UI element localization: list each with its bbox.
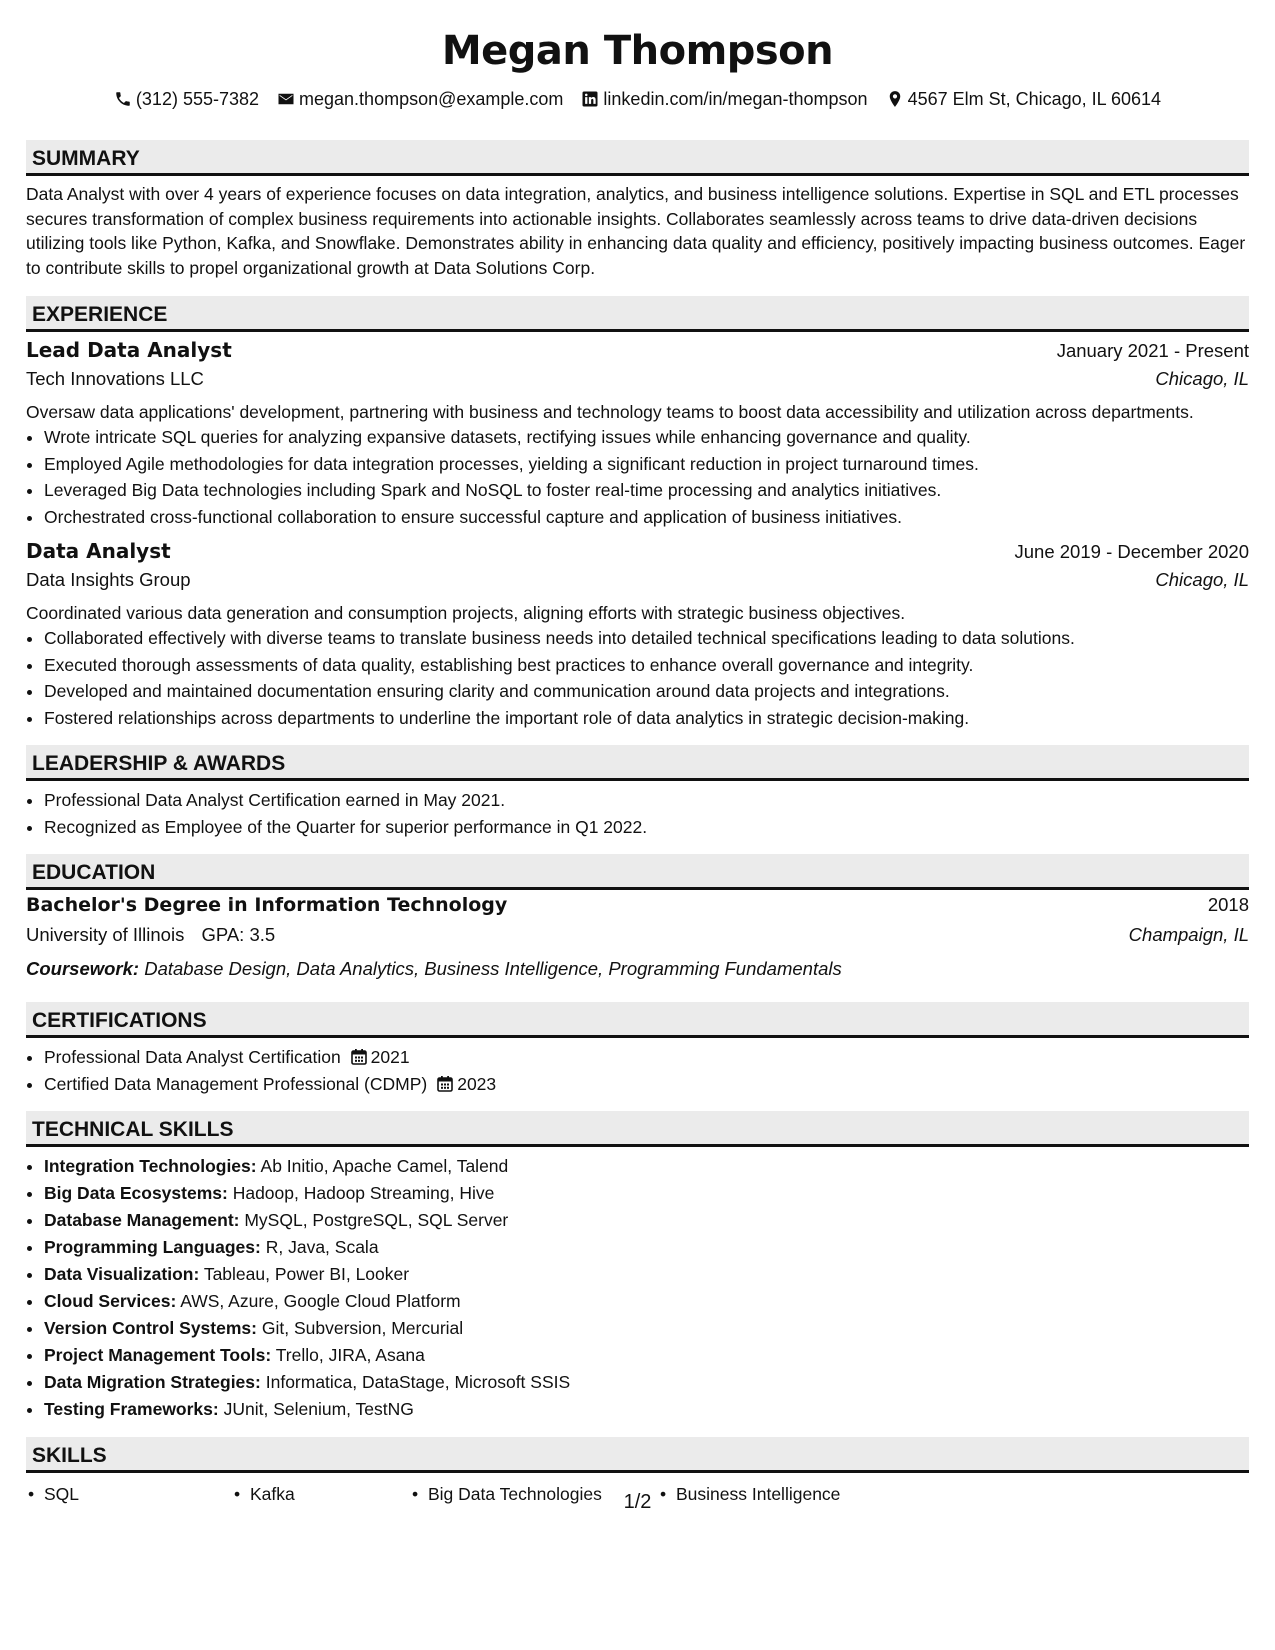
contact-address	[886, 86, 1162, 112]
list-item	[44, 1261, 1249, 1288]
email-text: megan.thompson@example.com	[299, 89, 564, 109]
section-header-technical-skills: TECHNICAL SKILLS	[26, 1111, 1249, 1147]
section-header-certifications: CERTIFICATIONS	[26, 1002, 1249, 1038]
certification-name: Professional Data Analyst Certification	[44, 1047, 341, 1068]
job-dates: January 2021 - Present	[1056, 340, 1249, 362]
envelope-icon	[277, 90, 295, 108]
skill-category: Big Data Ecosystems:	[44, 1183, 228, 1204]
skill-values: Informatica, DataStage, Microsoft SSIS	[265, 1372, 571, 1393]
section-header-skills: SKILLS	[26, 1437, 1249, 1473]
job-summary: Coordinated various data generation and consumption projects, aligning efforts with strategic business objectives.	[26, 603, 906, 624]
leadership-list	[26, 787, 1249, 840]
linkedin-text: linkedin.com/in/megan-thompson	[603, 89, 868, 109]
section-header-leadership: LEADERSHIP & AWARDS	[26, 745, 1249, 781]
skill-category: Data Migration Strategies:	[44, 1372, 261, 1393]
list-item: • Developed and maintained documentation ensuring clarity and communication around data projects and integrations.	[44, 678, 1249, 705]
coursework-label: Coursework:	[26, 958, 140, 980]
skill-values: MySQL, PostgreSQL, SQL Server	[244, 1210, 509, 1231]
job-bullets	[26, 424, 1249, 530]
coursework-list: Database Design, Data Analytics, Business Intelligence, Programming Fundamentals	[144, 958, 842, 980]
skill-category: Integration Technologies:	[44, 1156, 257, 1177]
list-item: • Orchestrated cross-functional collaboration to ensure successful capture and application of business initiatives.	[44, 504, 1249, 531]
list-item: • Employed Agile methodologies for data integration processes, yielding a significant reduction in project turnaround times.	[44, 451, 1249, 478]
list-item: • Wrote intricate SQL queries for analyzing expansive datasets, rectifying issues while enhancing governance and quality.	[44, 424, 1249, 451]
job-title: Data Analyst	[26, 539, 171, 564]
list-item	[44, 1071, 1249, 1098]
education-entry	[26, 894, 1249, 984]
candidate-name: Megan Thompson	[441, 28, 834, 74]
skill-values: R, Java, Scala	[265, 1237, 379, 1258]
phone-text: (312) 555-7382	[135, 89, 260, 109]
contact-email[interactable]	[277, 86, 563, 112]
list-item: • Collaborated effectively with diverse teams to translate business needs into detailed technical specifications leading to data solutions.	[44, 625, 1249, 652]
list-item	[44, 1180, 1249, 1207]
skill-values: AWS, Azure, Google Cloud Platform	[180, 1291, 461, 1312]
list-item	[44, 1369, 1249, 1396]
list-item: • Fostered relationships across departments to underline the important role of data analytics in strategic decision-making.	[44, 705, 1249, 732]
list-item	[44, 1153, 1249, 1180]
list-item	[44, 1234, 1249, 1261]
map-marker-icon	[886, 90, 904, 108]
degree-title: Bachelor's Degree in Information Technology	[26, 894, 508, 917]
job-dates: June 2019 - December 2020	[1014, 541, 1249, 563]
job-location: Chicago, IL	[1155, 368, 1249, 390]
job-location: Chicago, IL	[1155, 569, 1249, 591]
summary-text: Data Analyst with over 4 years of experience focuses on data integration, analytics, and business intelligence solutions. Expertise in SQL and ETL processes secures transformation of complex business requirements into actionable insights. Collaborates seamlessly across teams to drive data-driven decisions utilizing tools like Python, Kafka, and Snowflake. Demonstrates ability in enhancing data quality and efficiency, positively impacting business outcomes. Eager to contribute skills to propel organizational growth at Data Solutions Corp.	[26, 184, 1246, 278]
phone-icon	[114, 90, 132, 108]
calendar-icon	[351, 1048, 367, 1065]
job-entry	[26, 338, 1249, 530]
section-header-education: EDUCATION	[26, 854, 1249, 890]
skill-item: • Big Data Technologies	[410, 1481, 658, 1507]
school-name: University of Illinois	[26, 924, 185, 946]
skill-category: Database Management:	[44, 1210, 240, 1231]
certification-name: Certified Data Management Professional (CDMP)	[44, 1073, 428, 1094]
list-item: • Professional Data Analyst Certification earned in May 2021.	[44, 787, 1249, 814]
linkedin-icon	[581, 90, 599, 108]
school-location: Champaign, IL	[1128, 924, 1249, 946]
skill-category: Project Management Tools:	[44, 1345, 272, 1366]
certifications-list	[26, 1044, 1249, 1097]
list-item	[44, 1207, 1249, 1234]
job-company: Data Insights Group	[26, 569, 191, 591]
skill-category: Testing Frameworks:	[44, 1399, 219, 1420]
section-header-experience: EXPERIENCE	[26, 296, 1249, 332]
resume-page	[26, 0, 1249, 1507]
job-bullets	[26, 625, 1249, 731]
gpa: GPA: 3.5	[201, 924, 276, 946]
skill-values: Tableau, Power BI, Looker	[203, 1264, 410, 1285]
skill-values: Ab Initio, Apache Camel, Talend	[260, 1156, 509, 1177]
job-summary: Oversaw data applications' development, partnering with business and technology teams to boost data accessibility and utilization across departments.	[26, 402, 1194, 423]
coursework	[26, 954, 1249, 984]
skill-item: • Kafka	[232, 1481, 410, 1507]
skill-values: Hadoop, Hadoop Streaming, Hive	[232, 1183, 495, 1204]
skill-values: Trello, JIRA, Asana	[275, 1345, 425, 1366]
certification-year: 2023	[457, 1073, 497, 1094]
skill-category: Data Visualization:	[44, 1264, 200, 1285]
skill-category: Cloud Services:	[44, 1291, 177, 1312]
job-company: Tech Innovations LLC	[26, 368, 204, 390]
graduation-year: 2018	[1207, 894, 1249, 916]
list-item	[44, 1288, 1249, 1315]
job-title: Lead Data Analyst	[26, 338, 232, 363]
contact-linkedin[interactable]	[581, 86, 867, 112]
certification-year: 2021	[370, 1047, 410, 1068]
skill-item: • Business Intelligence	[658, 1481, 840, 1507]
contact-phone[interactable]	[114, 86, 259, 112]
page-number: 1/2	[623, 1491, 652, 1513]
address-text: 4567 Elm St, Chicago, IL 60614	[907, 89, 1162, 109]
contact-bar	[26, 86, 1249, 112]
list-item: • Recognized as Employee of the Quarter for superior performance in Q1 2022.	[44, 814, 1249, 841]
list-item: • Executed thorough assessments of data quality, establishing best practices to enhance overall governance and integrity.	[44, 652, 1249, 679]
skill-values: JUnit, Selenium, TestNG	[223, 1399, 414, 1420]
list-item	[44, 1315, 1249, 1342]
job-entry	[26, 539, 1249, 731]
section-header-summary: SUMMARY	[26, 140, 1249, 176]
skill-item: • SQL	[26, 1481, 232, 1507]
list-item	[44, 1342, 1249, 1369]
skill-values: Git, Subversion, Mercurial	[261, 1318, 464, 1339]
list-item: • Leveraged Big Data technologies including Spark and NoSQL to foster real-time processing and analytics initiatives.	[44, 477, 1249, 504]
technical-skills-list	[26, 1153, 1249, 1423]
skill-category: Version Control Systems:	[44, 1318, 257, 1339]
skill-category: Programming Languages:	[44, 1237, 261, 1258]
calendar-icon	[437, 1075, 453, 1092]
list-item	[44, 1396, 1249, 1423]
list-item	[44, 1044, 1249, 1071]
